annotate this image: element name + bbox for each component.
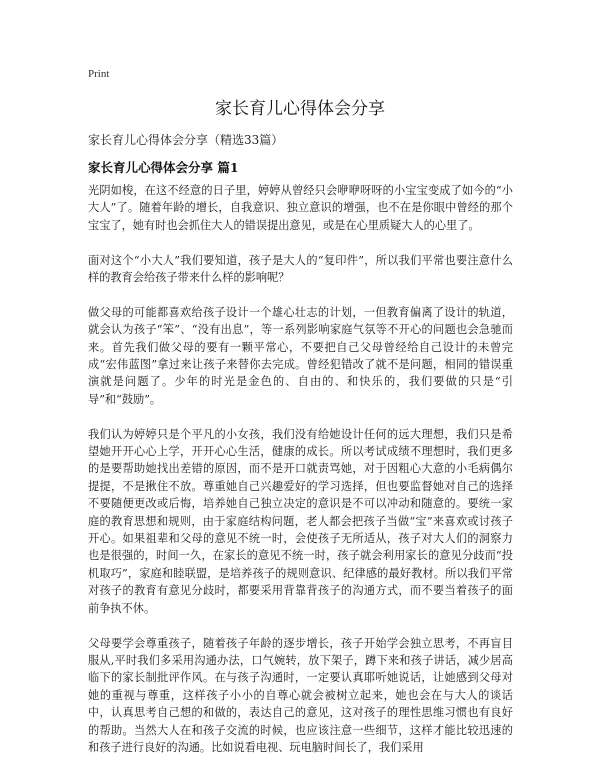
- paragraph: 父母要学会尊重孩子，随着孩子年龄的逐步增长，孩子开始学会独立思考，不再盲目服从,平时我们多采用沟通办法，口气婉转，放下架子，蹲下来和孩子讲话，减少居高临下的家长制批评作风。在与孩子沟通时，一定要认真耶听她说话，让她感到父母对她的重视与尊重，这样孩子小小的自尊心就会被树立起来，她也会在与大人的谈话中，认真思考自己想的和做的，表达自己的意见，这对孩子的理性思维习惯也有良好的帮助。当然大人在和孩子交流的时候，也应该注意一些细节，这样才能比较迅速的和孩子进行良好的沟通。比如说看电视、玩电脑时间长了，我们采用: [88, 636, 513, 754]
- section-heading: 家长育儿心得体会分享 篇1: [88, 160, 239, 175]
- paragraph: 光阴如梭，在这不经意的日子里，婷婷从曾经只会咿咿呀呀的小宝宝变成了如今的“小大人”了。随着年龄的增长，自我意识、独立意识的增强，也不在是你眼中曾经的那个宝宝了，她有时也会抓住大人的错误提出意见，或是在心里质疑大人的心里了。: [88, 184, 513, 232]
- paragraph: 面对这个“小大人”我们要知道，孩子是大人的“复印件”，所以我们平常也要注意什么样的教育会给孩子带来什么样的影响呢？: [88, 253, 513, 285]
- print-label: Print: [88, 68, 110, 80]
- document-subtitle: 家长育儿心得体会分享（精选33篇）: [88, 133, 284, 147]
- paragraph: 做父母的可能都喜欢给孩子设计一个雄心壮志的计划，一但教育偏离了设计的轨道，就会认为孩子“笨”、“没有出息”，等一系列影响家庭气氛等不开心的问题也会急驰而来。首先我们做父母的要有一颗平常心，不要把自己父母曾经给自己设计的未曾完成“宏伟蓝图”拿过来让孩子来替你去完成。曾经犯错改了就不是问题，相同的错误重演就是问题了。少年的时光是金色的、自由的、和快乐的，我们要做的只是“引导”和“鼓励”。: [88, 305, 513, 406]
- document-body: [88, 182, 513, 774]
- page-title: 家长育儿心得体会分享: [215, 99, 385, 119]
- paragraph: 我们认为婷婷只是个平凡的小女孩，我们没有给她设计任何的远大理想，我们只是希望她开开心心上学，开开心心生活，健康的成长。所以考试成绩不理想时，我们更多的是要帮助她找出差错的原因，而不是开口就责骂她，对于因粗心大意的小毛病偶尔提提，不是揪住不放。尊重她自己兴趣爱好的学习选择，但也要监督她对自己的选择不要随便更改或后悔，培养她自己独立决定的意识是不可以冲动和随意的。要统一家庭的教育思想和规则，由于家庭结构问题，老人都会把孩子当做“宝”来喜欢或讨孩子开心。如果祖辈和父母的意见不统一时，会使孩子无所适从，孩子对大人们的洞察力也是很强的，时间一久，在家长的意见不统一时，孩子就会利用家长的意见分歧而“投机取巧”，家庭和睦联盟，是培养孩子的规则意识、纪律感的最好教材。所以我们平常对孩子的教育有意见分歧时，都要采用背靠背孩子的沟通方式，而不要当着孩子的面前争执不休。: [88, 427, 513, 615]
